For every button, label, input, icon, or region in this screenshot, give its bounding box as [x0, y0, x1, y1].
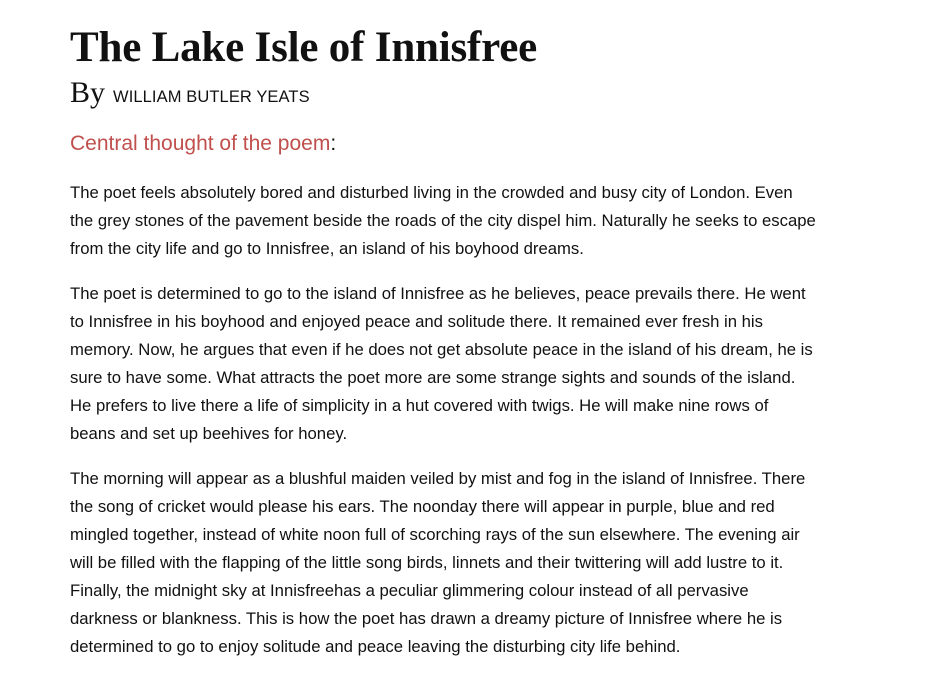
document-page	[70, 24, 910, 661]
byline-by: By	[70, 76, 106, 109]
paragraph-3: The morning will appear as a blushful maiden veiled by mist and fog in the island of Innisfree. There the song of cricket would please his ears. The noonday there will appear in purple, blue and red mingled together, instead of white noon full of scorching rays of the sun elsewhere. The evening air will be filled with the flapping of the little song birds, linnets and their twittering will add lustre to it. Finally, the midnight sky at Innisfreehas a peculiar glimmering colour instead of all pervasive darkness or blankness. This is how the poet has drawn a dreamy picture of Innisfree where he is determined to go to enjoy solitude and peace leaving the disturbing city life behind.	[70, 469, 806, 656]
poem-title: The Lake Isle of Innisfree	[70, 24, 538, 71]
paragraph-2: The poet is determined to go to the island of Innisfree as he believes, peace prevails there. He went to Innisfree in his boyhood and enjoyed peace and solitude there. It remained ever fresh in his memory. Now, he argues that even if he does not get absolute peace in the island of his dream, he is sure to have some. What attracts the poet more are some strange sights and sounds of the island. He prefers to live there a life of simplicity in a hut covered with twigs. He will make nine rows of beans and set up beehives for honey.	[70, 284, 813, 443]
paragraph-1: The poet feels absolutely bored and disturbed living in the crowded and busy city of London. Even the grey stones of the pavement beside the roads of the city dispel him. Naturally he seeks to escape from the city life and go to Innisfree, an island of his boyhood dreams.	[70, 183, 816, 258]
byline	[70, 76, 910, 110]
author-name: WILLIAM BUTLER YEATS	[113, 88, 310, 106]
section-heading	[70, 130, 910, 158]
section-heading-colon: :	[330, 132, 337, 155]
section-heading-text: Central thought of the poem	[70, 132, 331, 155]
